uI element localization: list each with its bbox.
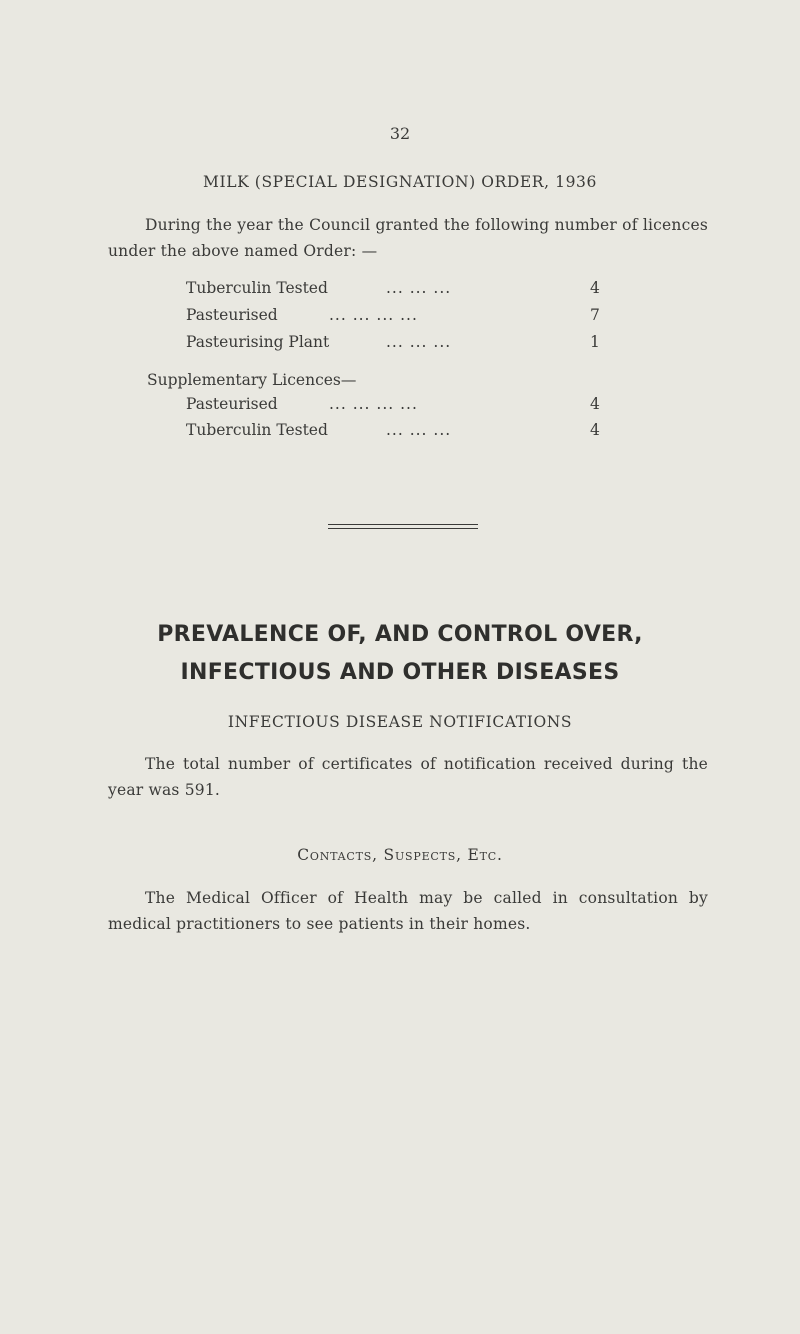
notifications-heading: INFECTIOUS DISEASE NOTIFICATIONS [227,713,573,731]
licence-row [186,304,606,326]
milk-order-intro: During the year the Council granted the following number of licences under the above named Order: — [108,216,708,260]
licence-count: 7 [590,306,600,324]
leader-dots: ... ... ... [386,333,452,351]
licence-row [186,331,606,353]
licence-label: Pasteurising Plant [186,333,330,351]
contacts-paragraph: The Medical Officer of Health may be called in consultation by medical practitioners to see patients in their homes. [108,889,708,933]
licence-count: 4 [590,279,600,297]
leader-dots: ... ... ... ... [329,306,418,324]
section-divider [328,528,478,529]
licence-label: Tuberculin Tested [186,279,328,297]
licence-label: Pasteurised [186,395,278,413]
leader-dots: ... ... ... [386,421,452,439]
licence-row [186,277,606,299]
licence-count: 1 [590,333,600,351]
supplementary-licences-heading: Supplementary Licences— [147,371,357,389]
page-number: 32 [389,124,411,143]
leader-dots: ... ... ... [386,279,452,297]
licence-label: Pasteurised [186,306,278,324]
licence-label: Tuberculin Tested [186,421,328,439]
prevalence-heading-line-2: INFECTIOUS AND OTHER DISEASES [180,660,620,685]
milk-order-heading: MILK (SPECIAL DESIGNATION) ORDER, 1936 [203,173,597,191]
section-divider [328,524,478,525]
notifications-paragraph: The total number of certificates of notification received during the year was 591. [108,755,708,799]
contacts-heading: Contacts, Suspects, Etc. [297,846,503,864]
supplementary-row [186,419,606,441]
licence-count: 4 [590,421,600,439]
supplementary-row [186,393,606,415]
licence-count: 4 [590,395,600,413]
prevalence-heading-line-1: PREVALENCE OF, AND CONTROL OVER, [157,622,643,647]
leader-dots: ... ... ... ... [329,395,418,413]
